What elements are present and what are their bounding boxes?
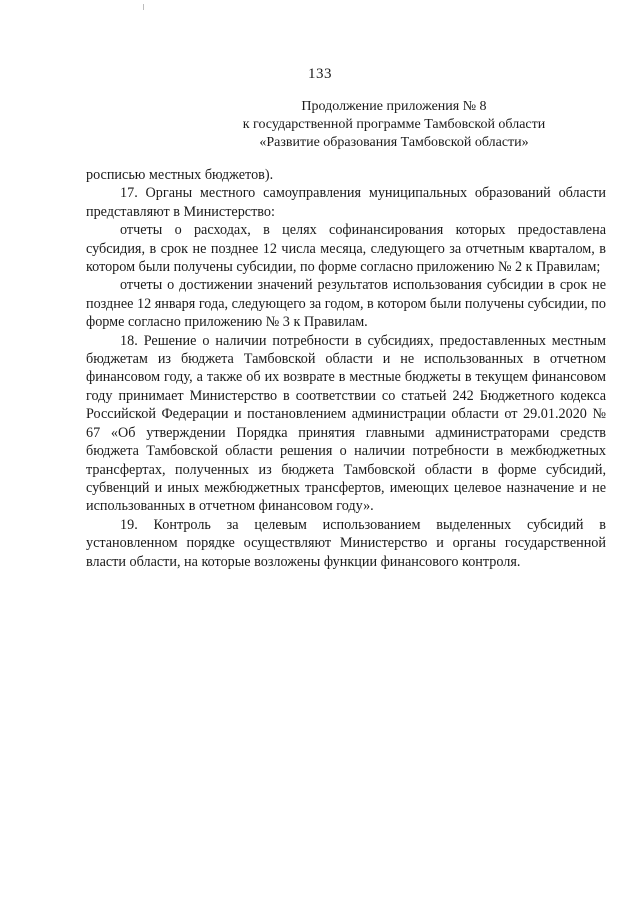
paragraph-expense-reports: отчеты о расходах, в целях софинансирования которых предоставлена субсидия, в срок не позднее 12 числа месяца, следующего за отчетным кварталом, в котором были получены субсидии, по форме согласно приложению № 2 к Правилам;: [86, 222, 606, 276]
paragraph-results-reports: отчеты о достижении значений результатов использования субсидии в срок не позднее 12 января года, следующего за годом, в котором были получены субсидии, по форме согласно приложению № 3 к Правилам.: [86, 277, 606, 331]
scan-mark: [143, 4, 144, 10]
appendix-header-line-3: «Развитие образования Тамбовской области»: [259, 135, 529, 150]
appendix-header-line-2: к государственной программе Тамбовской области: [242, 117, 546, 132]
paragraph-item-19: 19. Контроль за целевым использованием выделенных субсидий в установленном порядке осуществляют Министерство и органы государственной власти области, на которые возложены функции финансового контроля.: [86, 516, 606, 570]
page-number: 133: [308, 66, 332, 82]
paragraph-continuation: росписью местных бюджетов).: [86, 167, 274, 183]
appendix-header-line-1: Продолжение приложения № 8: [301, 99, 487, 114]
appendix-header: [204, 98, 584, 152]
document-body: [86, 166, 606, 571]
paragraph-item-18: 18. Решение о наличии потребности в субсидиях, предоставленных местным бюджетам из бюджета Тамбовской области и не использованных в отчетном финансовом году, а также об их возврате в местные бюджеты в текущем финансовом году принимает Министерство в соответствии со статьей 242 Бюджетного кодекса Российской Федерации и постановлением администрации области от 29.01.2020 № 67 «Об утверждении Порядка принятия главными администраторами средств бюджета Тамбовской области решения о наличии потребности в межбюджетных трансфертах, полученных из бюджета Тамбовской области в форме субсидий, субвенций и иных межбюджетных трансфертов, имеющих целевое назначение и не использованных в отчетном финансовом году».: [86, 332, 606, 515]
paragraph-item-17: 17. Органы местного самоуправления муниципальных образований области представляют в Министерство:: [86, 185, 606, 220]
